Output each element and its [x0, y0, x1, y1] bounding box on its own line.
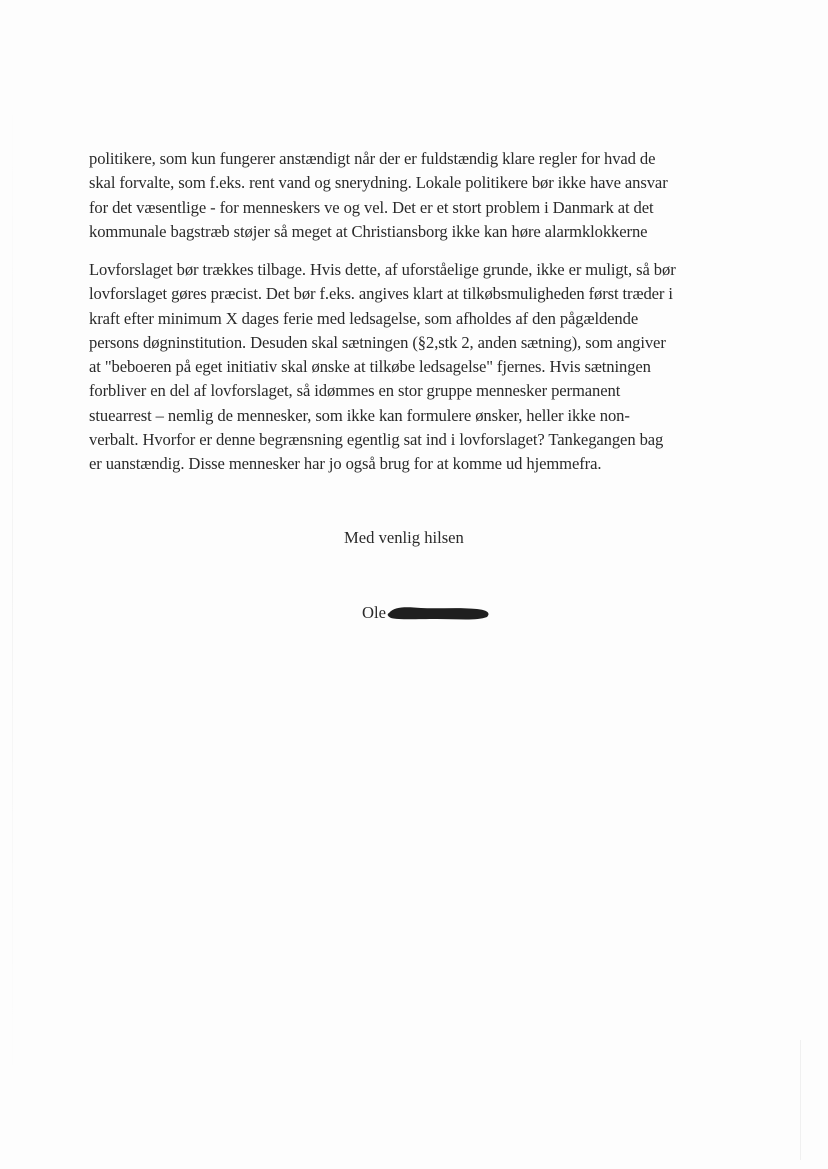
text-line: kommunale bagstræb støjer så meget at Christiansborg ikke kan høre alarmklokkerne [89, 221, 648, 241]
text-line: lovforslaget gøres præcist. Det bør f.eks. angives klart at tilkøbsmuligheden først træder i [89, 284, 673, 304]
closing-greeting: Med venlig hilsen [344, 528, 464, 547]
text-line: at "beboeren på eget initiativ skal ønske at tilkøbe ledsagelse" fjernes. Hvis sætningen [89, 357, 651, 377]
text-line: persons døgninstitution. Desuden skal sætningen (§2,stk 2, anden sætning), som angiver [89, 332, 666, 352]
text-line: forbliver en del af lovforslaget, så idømmes en stor gruppe mennesker permanent [89, 381, 621, 401]
text-line: er uanstændig. Disse mennesker har jo også brug for at komme ud hjemmefra. [89, 454, 602, 474]
scan-edge-shadow [12, 90, 13, 1090]
text-line: kraft efter minimum X dages ferie med ledsagelse, som afholdes af den pågældende [89, 308, 639, 328]
signature-first-name: Ole [362, 603, 386, 622]
text-line: stuearrest – nemlig de mennesker, som ikke kan formulere ønsker, heller ikke non- [89, 405, 630, 425]
redaction-mark [388, 607, 489, 619]
text-line: politikere, som kun fungerer anstændigt når der er fuldstændig klare regler for hvad de [89, 149, 656, 168]
scan-edge-shadow [800, 1040, 801, 1160]
text-line: verbalt. Hvorfor er denne begrænsning egentlig sat ind i lovforslaget? Tankegangen bag [89, 430, 664, 450]
text-line: skal forvalte, som f.eks. rent vand og snerydning. Lokale politikere bør ikke have ansvar [89, 173, 668, 193]
text-line: Lovforslaget bør trækkes tilbage. Hvis dette, af uforståelige grunde, ikke er muligt, så bør [89, 260, 676, 279]
redaction-scribble [387, 604, 491, 622]
text-line: for det væsentlige - for menneskers ve og vel. Det er et stort problem i Danmark at det [89, 197, 654, 217]
paragraph-bill-withdrawal [89, 258, 676, 477]
signature [362, 603, 491, 623]
paragraph-politicians [89, 147, 668, 244]
